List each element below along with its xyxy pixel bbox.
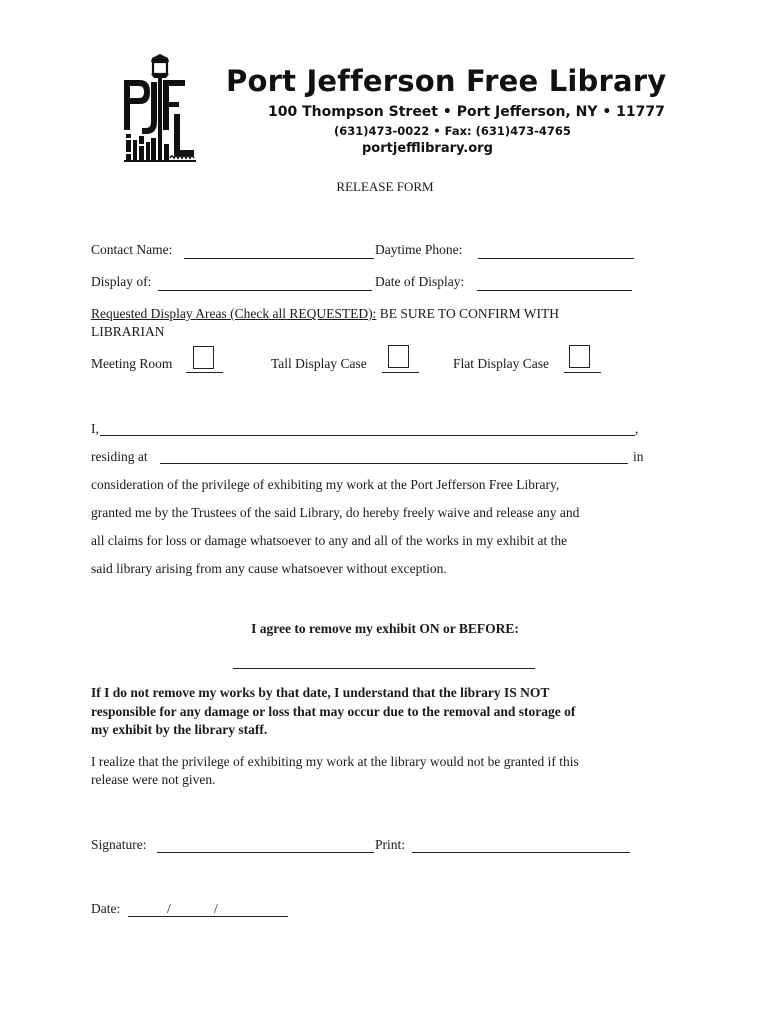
date-of-display-field[interactable] <box>477 290 632 291</box>
name-field[interactable] <box>100 435 635 436</box>
signature-field[interactable] <box>157 852 374 853</box>
meeting-room-checkbox[interactable] <box>193 346 214 369</box>
meeting-room-label: Meeting Room <box>91 356 173 371</box>
contact-name-field[interactable] <box>184 258 374 259</box>
release-line-1: consideration of the privilege of exhibiting my work at the Port Jefferson Free Library, <box>91 477 560 492</box>
date-of-display-label: Date of Display: <box>375 274 465 289</box>
release-line-2: granted me by the Trustees of the said Library, do hereby freely waive and release any and <box>91 505 580 520</box>
daytime-phone-label: Daytime Phone: <box>375 242 463 257</box>
i-label: I, <box>91 421 99 436</box>
tall-display-case-label: Tall Display Case <box>271 356 367 371</box>
print-label: Print: <box>375 837 406 852</box>
remove-by-date-field[interactable] <box>233 668 535 669</box>
signature-label: Signature: <box>91 837 147 852</box>
name-comma: , <box>635 421 639 436</box>
residing-at-label: residing at <box>91 449 148 464</box>
daytime-phone-field[interactable] <box>478 258 634 259</box>
library-phone-fax: (631)473-0022 • Fax: (631)473-4765 <box>334 124 571 138</box>
realize-line-2: release were not given. <box>91 772 216 787</box>
flat-display-case-line <box>564 372 601 373</box>
requested-areas-instruction <box>91 306 559 322</box>
confirm-note-continued: LIBRARIAN <box>91 324 165 339</box>
library-name: Port Jefferson Free Library <box>226 64 667 98</box>
warning-line-2: responsible for any damage or loss that may occur due to the removal and storage of <box>91 704 576 719</box>
flat-display-case-checkbox[interactable] <box>569 345 590 368</box>
warning-line-1: If I do not remove my works by that date, I understand that the library IS NOT <box>91 685 550 700</box>
flat-display-case-label: Flat Display Case <box>453 356 549 371</box>
realize-line-1: I realize that the privilege of exhibiting my work at the library would not be granted if this <box>91 754 579 769</box>
date-separator-2: / <box>214 901 218 916</box>
library-address: 100 Thompson Street • Port Jefferson, NY • 11777 <box>268 104 665 120</box>
warning-line-3: my exhibit by the library staff. <box>91 722 268 737</box>
in-label: in <box>633 449 644 464</box>
remove-by-heading: I agree to remove my exhibit ON or BEFORE: <box>251 621 519 636</box>
date-label: Date: <box>91 901 121 916</box>
display-of-field[interactable] <box>158 290 372 291</box>
tall-display-case-line <box>382 372 419 373</box>
print-name-field[interactable] <box>412 852 630 853</box>
display-of-label: Display of: <box>91 274 152 289</box>
date-separator-1: / <box>167 901 171 916</box>
tall-display-case-checkbox[interactable] <box>388 345 409 368</box>
residing-at-field[interactable] <box>160 463 628 464</box>
meeting-room-line <box>186 372 223 373</box>
pjfl-lamppost-logo-icon <box>120 52 200 164</box>
contact-name-label: Contact Name: <box>91 242 173 257</box>
requested-areas-label: Requested Display Areas (Check all REQUESTED): <box>91 306 377 321</box>
form-title: RELEASE FORM <box>336 179 434 194</box>
release-line-3: all claims for loss or damage whatsoever to any and all of the works in my exhibit at the <box>91 533 568 548</box>
library-website: portjefflibrary.org <box>362 141 493 156</box>
confirm-note: BE SURE TO CONFIRM WITH <box>376 306 559 321</box>
signature-date-field[interactable] <box>128 916 288 917</box>
release-line-4: said library arising from any cause whatsoever without exception. <box>91 561 447 576</box>
